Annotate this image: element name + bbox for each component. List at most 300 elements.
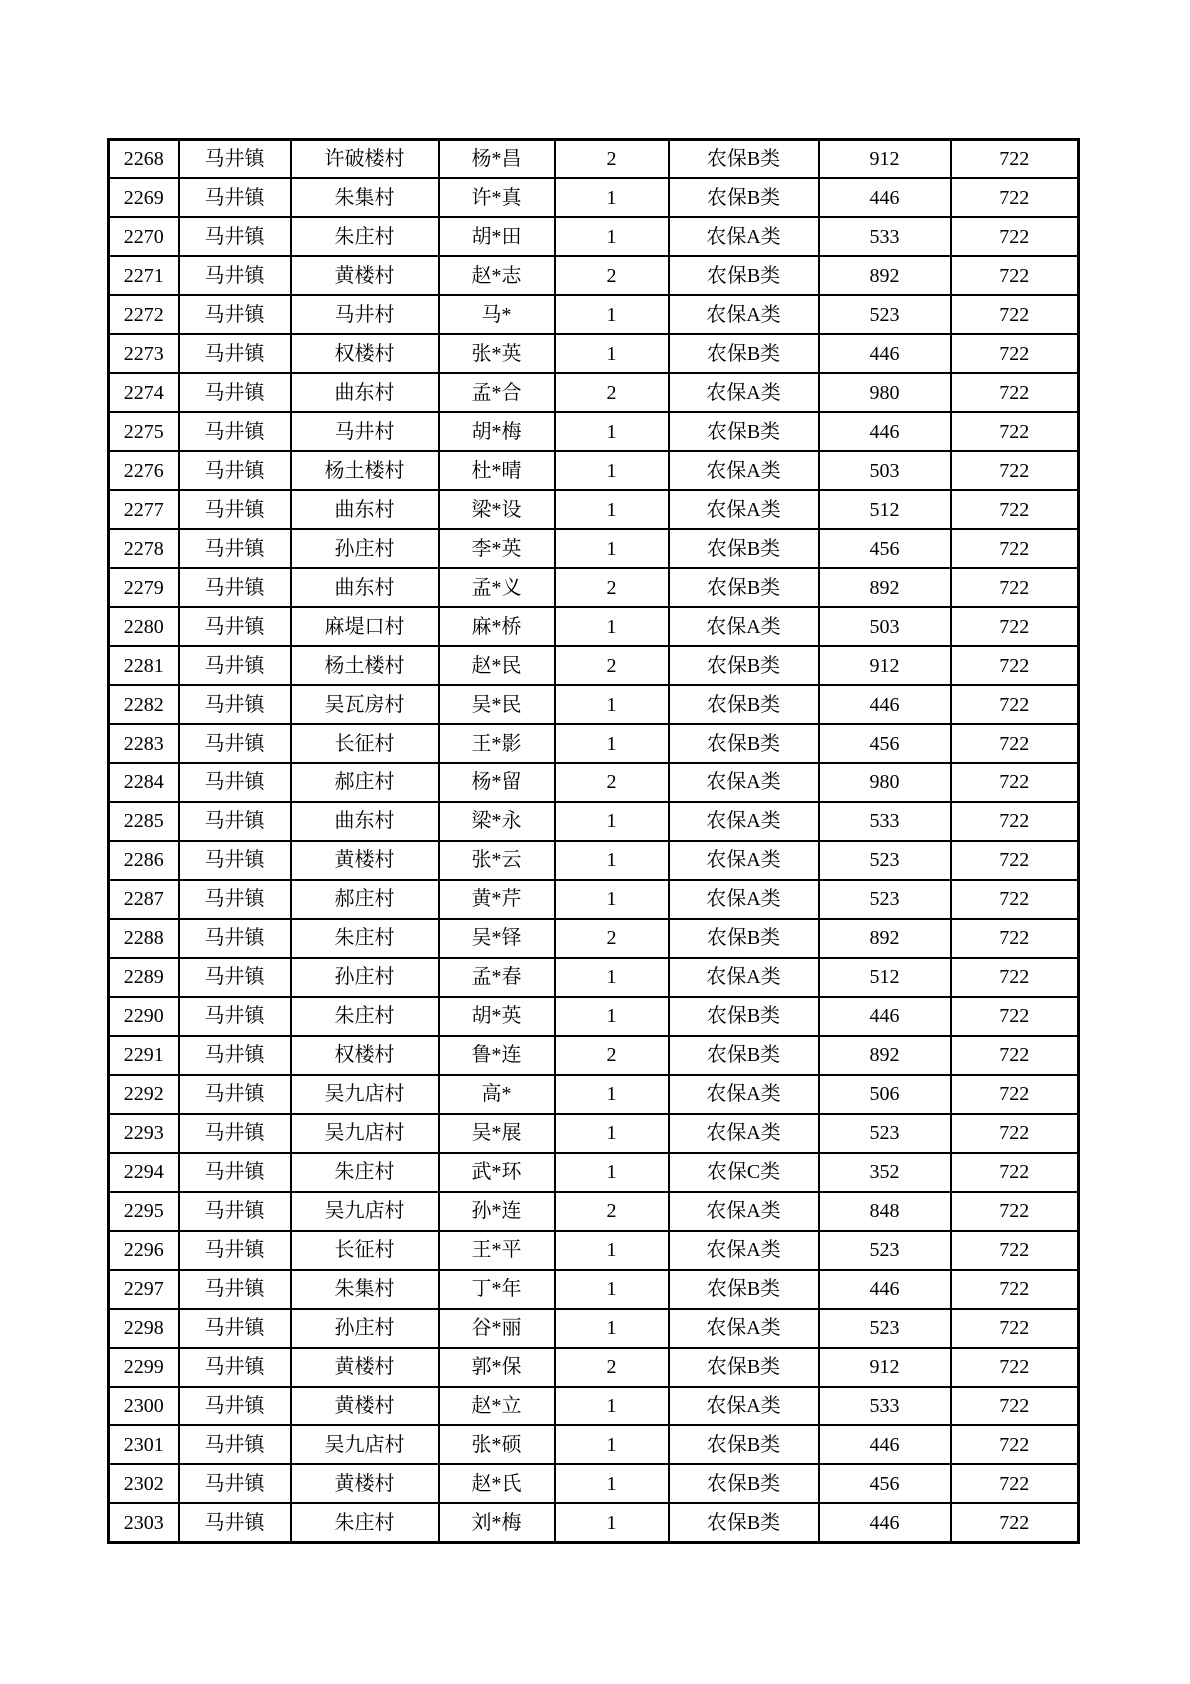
table-cell-town: 马井镇	[179, 1425, 291, 1464]
table-row	[109, 178, 1079, 217]
table-row	[109, 997, 1079, 1036]
table-cell-person_count: 1	[555, 724, 669, 763]
table-cell-standard_amount: 722	[951, 1425, 1079, 1464]
table-cell-amount: 512	[819, 958, 951, 997]
table-cell-insurance_category: 农保B类	[669, 919, 819, 958]
table-cell-standard_amount: 722	[951, 1503, 1079, 1542]
table-cell-standard_amount: 722	[951, 373, 1079, 412]
table-cell-row_number: 2274	[109, 373, 179, 412]
table-cell-insurance_category: 农保B类	[669, 997, 819, 1036]
table-cell-standard_amount: 722	[951, 1348, 1079, 1387]
table-cell-row_number: 2292	[109, 1075, 179, 1114]
table-cell-village: 黄楼村	[291, 1464, 439, 1503]
table-cell-insurance_category: 农保B类	[669, 685, 819, 724]
table-cell-row_number: 2269	[109, 178, 179, 217]
table-cell-village: 郝庄村	[291, 763, 439, 802]
table-cell-insurance_category: 农保A类	[669, 763, 819, 802]
table-cell-masked_name: 张*英	[439, 334, 555, 373]
table-cell-standard_amount: 722	[951, 1464, 1079, 1503]
table-cell-amount: 503	[819, 607, 951, 646]
table-row	[109, 607, 1079, 646]
table-cell-row_number: 2278	[109, 529, 179, 568]
table-cell-amount: 446	[819, 178, 951, 217]
table-cell-person_count: 1	[555, 685, 669, 724]
table-cell-amount: 456	[819, 1464, 951, 1503]
table-cell-standard_amount: 722	[951, 490, 1079, 529]
table-cell-masked_name: 赵*立	[439, 1387, 555, 1426]
table-cell-masked_name: 孟*合	[439, 373, 555, 412]
table-cell-standard_amount: 722	[951, 997, 1079, 1036]
table-cell-person_count: 1	[555, 1270, 669, 1309]
table-cell-row_number: 2270	[109, 217, 179, 256]
table-cell-amount: 456	[819, 529, 951, 568]
table-cell-row_number: 2286	[109, 841, 179, 880]
table-cell-town: 马井镇	[179, 1270, 291, 1309]
table-cell-row_number: 2296	[109, 1231, 179, 1270]
table-cell-person_count: 2	[555, 1348, 669, 1387]
table-cell-person_count: 1	[555, 451, 669, 490]
table-cell-town: 马井镇	[179, 880, 291, 919]
table-cell-person_count: 1	[555, 490, 669, 529]
table-cell-standard_amount: 722	[951, 646, 1079, 685]
table-cell-person_count: 1	[555, 997, 669, 1036]
table-cell-masked_name: 吴*铎	[439, 919, 555, 958]
table-cell-insurance_category: 农保B类	[669, 1348, 819, 1387]
table-cell-row_number: 2302	[109, 1464, 179, 1503]
table-cell-town: 马井镇	[179, 997, 291, 1036]
table-cell-standard_amount: 722	[951, 529, 1079, 568]
table-cell-insurance_category: 农保A类	[669, 1387, 819, 1426]
table-cell-amount: 506	[819, 1075, 951, 1114]
table-row	[109, 1075, 1079, 1114]
table-cell-village: 曲东村	[291, 802, 439, 841]
table-cell-town: 马井镇	[179, 958, 291, 997]
table-cell-masked_name: 梁*设	[439, 490, 555, 529]
table-cell-village: 杨土楼村	[291, 646, 439, 685]
table-row	[109, 1387, 1079, 1426]
table-cell-town: 马井镇	[179, 140, 291, 179]
table-cell-row_number: 2282	[109, 685, 179, 724]
table-cell-masked_name: 马*	[439, 295, 555, 334]
table-cell-row_number: 2290	[109, 997, 179, 1036]
table-cell-masked_name: 赵*民	[439, 646, 555, 685]
table-cell-village: 黄楼村	[291, 1387, 439, 1426]
table-cell-person_count: 1	[555, 880, 669, 919]
table-cell-person_count: 2	[555, 1192, 669, 1231]
table-cell-masked_name: 梁*永	[439, 802, 555, 841]
table-cell-town: 马井镇	[179, 529, 291, 568]
table-row	[109, 802, 1079, 841]
table-cell-row_number: 2301	[109, 1425, 179, 1464]
table-row	[109, 295, 1079, 334]
table-cell-person_count: 1	[555, 1231, 669, 1270]
table-cell-amount: 446	[819, 1425, 951, 1464]
table-cell-insurance_category: 农保A类	[669, 880, 819, 919]
table-cell-village: 曲东村	[291, 490, 439, 529]
table-cell-standard_amount: 722	[951, 919, 1079, 958]
table-row	[109, 1036, 1079, 1075]
table-cell-amount: 523	[819, 880, 951, 919]
table-cell-masked_name: 谷*丽	[439, 1309, 555, 1348]
table-cell-row_number: 2294	[109, 1153, 179, 1192]
table-cell-town: 马井镇	[179, 1036, 291, 1075]
table-cell-standard_amount: 722	[951, 1114, 1079, 1153]
table-cell-amount: 892	[819, 568, 951, 607]
table-cell-insurance_category: 农保A类	[669, 1192, 819, 1231]
table-cell-amount: 456	[819, 724, 951, 763]
table-cell-row_number: 2287	[109, 880, 179, 919]
table-cell-town: 马井镇	[179, 1503, 291, 1542]
table-cell-town: 马井镇	[179, 217, 291, 256]
table-cell-row_number: 2293	[109, 1114, 179, 1153]
table-cell-masked_name: 杨*留	[439, 763, 555, 802]
table-cell-village: 许破楼村	[291, 140, 439, 179]
table-cell-masked_name: 吴*展	[439, 1114, 555, 1153]
table-cell-town: 马井镇	[179, 763, 291, 802]
table-cell-person_count: 2	[555, 256, 669, 295]
table-cell-amount: 912	[819, 646, 951, 685]
table-cell-standard_amount: 722	[951, 1036, 1079, 1075]
table-row	[109, 724, 1079, 763]
table-cell-insurance_category: 农保B类	[669, 140, 819, 179]
table-cell-row_number: 2273	[109, 334, 179, 373]
table-cell-masked_name: 胡*梅	[439, 412, 555, 451]
table-body	[109, 140, 1079, 1543]
table-row	[109, 841, 1079, 880]
table-cell-insurance_category: 农保A类	[669, 295, 819, 334]
table-cell-masked_name: 张*云	[439, 841, 555, 880]
table-cell-village: 杨土楼村	[291, 451, 439, 490]
table-cell-amount: 523	[819, 841, 951, 880]
table-cell-standard_amount: 722	[951, 178, 1079, 217]
table-cell-town: 马井镇	[179, 373, 291, 412]
table-cell-insurance_category: 农保B类	[669, 568, 819, 607]
table-cell-village: 马井村	[291, 412, 439, 451]
table-cell-village: 孙庄村	[291, 958, 439, 997]
table-cell-town: 马井镇	[179, 1075, 291, 1114]
table-cell-amount: 892	[819, 919, 951, 958]
table-row	[109, 1464, 1079, 1503]
table-cell-insurance_category: 农保A类	[669, 373, 819, 412]
table-cell-amount: 512	[819, 490, 951, 529]
table-cell-town: 马井镇	[179, 490, 291, 529]
table-cell-standard_amount: 722	[951, 1387, 1079, 1426]
table-cell-person_count: 2	[555, 373, 669, 412]
table-cell-insurance_category: 农保B类	[669, 1503, 819, 1542]
table-cell-insurance_category: 农保A类	[669, 1075, 819, 1114]
table-cell-standard_amount: 722	[951, 1075, 1079, 1114]
table-cell-insurance_category: 农保A类	[669, 1309, 819, 1348]
table-cell-town: 马井镇	[179, 1387, 291, 1426]
table-cell-row_number: 2276	[109, 451, 179, 490]
table-cell-standard_amount: 722	[951, 451, 1079, 490]
table-cell-village: 吴九店村	[291, 1114, 439, 1153]
table-cell-standard_amount: 722	[951, 1231, 1079, 1270]
table-cell-person_count: 2	[555, 919, 669, 958]
table-cell-village: 马井村	[291, 295, 439, 334]
table-cell-row_number: 2288	[109, 919, 179, 958]
table-cell-masked_name: 刘*梅	[439, 1503, 555, 1542]
table-cell-standard_amount: 722	[951, 217, 1079, 256]
table-row	[109, 919, 1079, 958]
table-cell-row_number: 2298	[109, 1309, 179, 1348]
table-cell-village: 朱集村	[291, 178, 439, 217]
table-cell-town: 马井镇	[179, 295, 291, 334]
table-cell-person_count: 1	[555, 1387, 669, 1426]
table-cell-insurance_category: 农保A类	[669, 1231, 819, 1270]
table-cell-amount: 446	[819, 997, 951, 1036]
table-cell-person_count: 2	[555, 1036, 669, 1075]
table-cell-row_number: 2299	[109, 1348, 179, 1387]
table-cell-town: 马井镇	[179, 412, 291, 451]
table-cell-masked_name: 孙*连	[439, 1192, 555, 1231]
table-cell-village: 曲东村	[291, 568, 439, 607]
table-row	[109, 529, 1079, 568]
table-cell-amount: 446	[819, 1270, 951, 1309]
table-cell-insurance_category: 农保A类	[669, 451, 819, 490]
table-row	[109, 256, 1079, 295]
table-row	[109, 646, 1079, 685]
table-cell-masked_name: 王*影	[439, 724, 555, 763]
table-cell-village: 吴九店村	[291, 1425, 439, 1464]
table-cell-amount: 980	[819, 763, 951, 802]
table-cell-town: 马井镇	[179, 568, 291, 607]
table-cell-amount: 523	[819, 295, 951, 334]
table-cell-town: 马井镇	[179, 451, 291, 490]
table-cell-insurance_category: 农保B类	[669, 1464, 819, 1503]
table-row	[109, 140, 1079, 179]
table-cell-village: 郝庄村	[291, 880, 439, 919]
table-cell-row_number: 2271	[109, 256, 179, 295]
table-cell-masked_name: 鲁*连	[439, 1036, 555, 1075]
table-cell-town: 马井镇	[179, 1192, 291, 1231]
table-cell-standard_amount: 722	[951, 568, 1079, 607]
table-cell-person_count: 1	[555, 1153, 669, 1192]
table-cell-village: 朱庄村	[291, 997, 439, 1036]
table-cell-insurance_category: 农保A类	[669, 490, 819, 529]
table-cell-person_count: 2	[555, 646, 669, 685]
table-cell-town: 马井镇	[179, 685, 291, 724]
table-cell-person_count: 1	[555, 607, 669, 646]
table-cell-person_count: 1	[555, 1075, 669, 1114]
table-cell-village: 朱庄村	[291, 1503, 439, 1542]
table-row	[109, 451, 1079, 490]
table-cell-insurance_category: 农保A类	[669, 958, 819, 997]
table-cell-village: 黄楼村	[291, 1348, 439, 1387]
table-cell-village: 吴九店村	[291, 1075, 439, 1114]
table-cell-masked_name: 胡*英	[439, 997, 555, 1036]
table-cell-masked_name: 杜*晴	[439, 451, 555, 490]
table-cell-amount: 848	[819, 1192, 951, 1231]
table-cell-masked_name: 孟*义	[439, 568, 555, 607]
table-cell-insurance_category: 农保A类	[669, 217, 819, 256]
table-cell-amount: 352	[819, 1153, 951, 1192]
table-cell-town: 马井镇	[179, 1153, 291, 1192]
table-cell-standard_amount: 722	[951, 412, 1079, 451]
table-row	[109, 763, 1079, 802]
table-cell-person_count: 1	[555, 295, 669, 334]
table-cell-village: 黄楼村	[291, 256, 439, 295]
table-cell-amount: 446	[819, 334, 951, 373]
table-cell-standard_amount: 722	[951, 1153, 1079, 1192]
table-cell-insurance_category: 农保A类	[669, 607, 819, 646]
table-cell-amount: 980	[819, 373, 951, 412]
table-cell-amount: 892	[819, 256, 951, 295]
table-row	[109, 217, 1079, 256]
table-cell-masked_name: 胡*田	[439, 217, 555, 256]
table-cell-masked_name: 杨*昌	[439, 140, 555, 179]
table-cell-masked_name: 郭*保	[439, 1348, 555, 1387]
table-cell-amount: 446	[819, 1503, 951, 1542]
table-cell-standard_amount: 722	[951, 140, 1079, 179]
table-cell-town: 马井镇	[179, 1348, 291, 1387]
table-cell-row_number: 2300	[109, 1387, 179, 1426]
table-cell-person_count: 1	[555, 334, 669, 373]
table-cell-masked_name: 李*英	[439, 529, 555, 568]
table-cell-masked_name: 赵*志	[439, 256, 555, 295]
table-cell-row_number: 2280	[109, 607, 179, 646]
table-cell-row_number: 2289	[109, 958, 179, 997]
table-cell-person_count: 1	[555, 841, 669, 880]
table-cell-town: 马井镇	[179, 841, 291, 880]
table-cell-town: 马井镇	[179, 802, 291, 841]
table-cell-amount: 533	[819, 802, 951, 841]
table-row	[109, 568, 1079, 607]
table-cell-insurance_category: 农保B类	[669, 334, 819, 373]
table-cell-row_number: 2279	[109, 568, 179, 607]
table-cell-insurance_category: 农保B类	[669, 1036, 819, 1075]
table-cell-standard_amount: 722	[951, 1270, 1079, 1309]
table-cell-amount: 523	[819, 1309, 951, 1348]
table-row	[109, 1114, 1079, 1153]
table-row	[109, 490, 1079, 529]
table-cell-amount: 503	[819, 451, 951, 490]
table-cell-person_count: 1	[555, 1309, 669, 1348]
table-cell-person_count: 1	[555, 529, 669, 568]
table-cell-town: 马井镇	[179, 1114, 291, 1153]
table-cell-town: 马井镇	[179, 1231, 291, 1270]
table-cell-amount: 446	[819, 685, 951, 724]
table-cell-standard_amount: 722	[951, 1309, 1079, 1348]
table-cell-person_count: 1	[555, 412, 669, 451]
table-cell-masked_name: 赵*氏	[439, 1464, 555, 1503]
table-cell-masked_name: 许*真	[439, 178, 555, 217]
table-row	[109, 1425, 1079, 1464]
table-cell-person_count: 1	[555, 958, 669, 997]
table-cell-village: 朱庄村	[291, 919, 439, 958]
table-cell-person_count: 1	[555, 178, 669, 217]
table-cell-masked_name: 王*平	[439, 1231, 555, 1270]
table-cell-insurance_category: 农保A类	[669, 802, 819, 841]
table-cell-town: 马井镇	[179, 1309, 291, 1348]
table-cell-standard_amount: 722	[951, 802, 1079, 841]
table-row	[109, 1192, 1079, 1231]
table-row	[109, 880, 1079, 919]
table-cell-masked_name: 丁*年	[439, 1270, 555, 1309]
table-cell-town: 马井镇	[179, 607, 291, 646]
table-cell-standard_amount: 722	[951, 334, 1079, 373]
table-cell-amount: 533	[819, 1387, 951, 1426]
table-cell-masked_name: 张*硕	[439, 1425, 555, 1464]
table-row	[109, 412, 1079, 451]
table-cell-person_count: 1	[555, 1114, 669, 1153]
table-row	[109, 1503, 1079, 1542]
table-cell-village: 吴九店村	[291, 1192, 439, 1231]
table-cell-amount: 523	[819, 1114, 951, 1153]
table-cell-village: 权楼村	[291, 334, 439, 373]
table-cell-insurance_category: 农保A类	[669, 841, 819, 880]
table-cell-row_number: 2284	[109, 763, 179, 802]
table-row	[109, 1153, 1079, 1192]
table-row	[109, 1231, 1079, 1270]
table-cell-masked_name: 武*环	[439, 1153, 555, 1192]
table-row	[109, 685, 1079, 724]
table-cell-insurance_category: 农保B类	[669, 1425, 819, 1464]
table-cell-insurance_category: 农保B类	[669, 412, 819, 451]
table-cell-town: 马井镇	[179, 256, 291, 295]
table-cell-insurance_category: 农保B类	[669, 529, 819, 568]
table-cell-row_number: 2277	[109, 490, 179, 529]
table-cell-masked_name: 吴*民	[439, 685, 555, 724]
table-cell-standard_amount: 722	[951, 295, 1079, 334]
table-cell-village: 权楼村	[291, 1036, 439, 1075]
table-cell-amount: 446	[819, 412, 951, 451]
table-cell-standard_amount: 722	[951, 256, 1079, 295]
table-cell-town: 马井镇	[179, 178, 291, 217]
table-cell-standard_amount: 722	[951, 958, 1079, 997]
table-cell-village: 孙庄村	[291, 529, 439, 568]
table-cell-standard_amount: 722	[951, 607, 1079, 646]
table-cell-amount: 912	[819, 1348, 951, 1387]
table-cell-standard_amount: 722	[951, 1192, 1079, 1231]
table-cell-amount: 523	[819, 1231, 951, 1270]
table-cell-person_count: 1	[555, 1425, 669, 1464]
table-row	[109, 958, 1079, 997]
table-cell-insurance_category: 农保B类	[669, 256, 819, 295]
table-cell-person_count: 1	[555, 802, 669, 841]
table-cell-masked_name: 高*	[439, 1075, 555, 1114]
table-cell-insurance_category: 农保B类	[669, 1270, 819, 1309]
table-cell-row_number: 2268	[109, 140, 179, 179]
table-cell-standard_amount: 722	[951, 724, 1079, 763]
table-cell-masked_name: 麻*桥	[439, 607, 555, 646]
table-cell-row_number: 2281	[109, 646, 179, 685]
table-cell-village: 黄楼村	[291, 841, 439, 880]
table-row	[109, 373, 1079, 412]
table-cell-row_number: 2295	[109, 1192, 179, 1231]
table-cell-masked_name: 黄*芹	[439, 880, 555, 919]
table-cell-amount: 533	[819, 217, 951, 256]
table-cell-amount: 912	[819, 140, 951, 179]
table-cell-town: 马井镇	[179, 334, 291, 373]
table-row	[109, 1309, 1079, 1348]
table-cell-standard_amount: 722	[951, 685, 1079, 724]
table-cell-insurance_category: 农保B类	[669, 178, 819, 217]
table-cell-row_number: 2285	[109, 802, 179, 841]
table-cell-village: 朱庄村	[291, 1153, 439, 1192]
table-cell-amount: 892	[819, 1036, 951, 1075]
table-cell-village: 曲东村	[291, 373, 439, 412]
table-row	[109, 334, 1079, 373]
table-cell-row_number: 2283	[109, 724, 179, 763]
table-cell-insurance_category: 农保B类	[669, 646, 819, 685]
table-cell-town: 马井镇	[179, 646, 291, 685]
table-cell-row_number: 2272	[109, 295, 179, 334]
table-cell-person_count: 2	[555, 140, 669, 179]
table-cell-standard_amount: 722	[951, 763, 1079, 802]
table-cell-row_number: 2291	[109, 1036, 179, 1075]
table-cell-standard_amount: 722	[951, 841, 1079, 880]
